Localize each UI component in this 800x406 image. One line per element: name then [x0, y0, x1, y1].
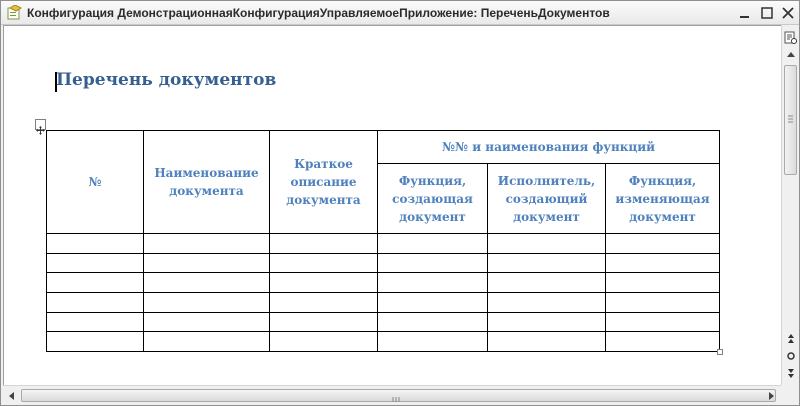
table-cell[interactable] [606, 253, 720, 273]
table-cell[interactable] [378, 253, 488, 273]
table-cell[interactable] [488, 312, 606, 332]
documents-table [46, 130, 720, 352]
table-row [47, 234, 720, 254]
header-creating-function: Функция, создающая документ [378, 164, 488, 234]
header-number: № [47, 131, 144, 234]
table-cell[interactable] [144, 273, 270, 293]
scroll-left-icon[interactable] [4, 388, 20, 404]
document-title: Перечень документов [56, 70, 277, 90]
table-cell[interactable] [144, 312, 270, 332]
table-cell[interactable] [378, 332, 488, 352]
table-cell[interactable] [47, 273, 144, 293]
table-cell[interactable] [47, 293, 144, 313]
vertical-scroll-thumb[interactable] [784, 65, 797, 175]
horizontal-scrollbar[interactable] [3, 385, 781, 405]
previous-page-icon[interactable] [783, 331, 799, 347]
table-cell[interactable] [270, 273, 378, 293]
scroll-up-icon[interactable] [783, 47, 799, 63]
window-title: Конфигурация ДемонстрационнаяКонфигурацияУправляемоеПриложение: ПереченьДокументов [27, 6, 610, 20]
table-cell[interactable] [488, 273, 606, 293]
table-cell[interactable] [488, 332, 606, 352]
table-cell[interactable] [144, 293, 270, 313]
minimize-icon[interactable] [737, 5, 753, 21]
header-short-description: Краткое описание документа [270, 131, 378, 234]
table-cell[interactable] [270, 253, 378, 273]
title-bar[interactable] [1, 1, 799, 25]
scroll-right-icon[interactable] [763, 388, 779, 404]
table-cell[interactable] [47, 234, 144, 254]
table-cell[interactable] [378, 312, 488, 332]
table-cell[interactable] [270, 332, 378, 352]
document-area[interactable] [3, 25, 781, 385]
header-creating-executor: Исполнитель, создающий документ [488, 164, 606, 234]
table-cell[interactable] [144, 253, 270, 273]
table-cell[interactable] [270, 234, 378, 254]
table-cell[interactable] [378, 293, 488, 313]
move-handle-icon[interactable] [35, 119, 46, 130]
next-page-icon[interactable] [783, 365, 799, 381]
table-row [47, 332, 720, 352]
table-cell[interactable] [606, 332, 720, 352]
table-cell[interactable] [378, 234, 488, 254]
vertical-scrollbar[interactable] [781, 25, 799, 385]
table-cell[interactable] [270, 293, 378, 313]
header-document-name: Наименование документа [144, 131, 270, 234]
maximize-icon[interactable] [759, 5, 775, 21]
page-settings-icon[interactable] [784, 29, 797, 42]
table-cell[interactable] [47, 332, 144, 352]
table-cell[interactable] [488, 293, 606, 313]
scrollbar-corner [781, 385, 799, 405]
table-cell[interactable] [488, 234, 606, 254]
table-cell[interactable] [488, 253, 606, 273]
table-cell[interactable] [47, 253, 144, 273]
table-row [47, 273, 720, 293]
table-row [47, 253, 720, 273]
table-cell[interactable] [47, 312, 144, 332]
resize-handle-icon[interactable] [717, 349, 723, 355]
table-cell[interactable] [378, 273, 488, 293]
table-cell[interactable] [144, 234, 270, 254]
table-row [47, 293, 720, 313]
app-icon [7, 5, 22, 20]
table-cell[interactable] [606, 312, 720, 332]
select-browse-object-icon[interactable] [783, 348, 799, 364]
header-modifying-function: Функция, изменяющая документ [606, 164, 720, 234]
table-cell[interactable] [606, 273, 720, 293]
table-cell[interactable] [606, 293, 720, 313]
close-icon[interactable] [780, 5, 796, 21]
header-functions-group: №№ и наименования функций [378, 131, 720, 164]
horizontal-scroll-thumb[interactable] [21, 389, 776, 402]
table-row [47, 312, 720, 332]
table-cell[interactable] [270, 312, 378, 332]
table-cell[interactable] [606, 234, 720, 254]
table-cell[interactable] [144, 332, 270, 352]
